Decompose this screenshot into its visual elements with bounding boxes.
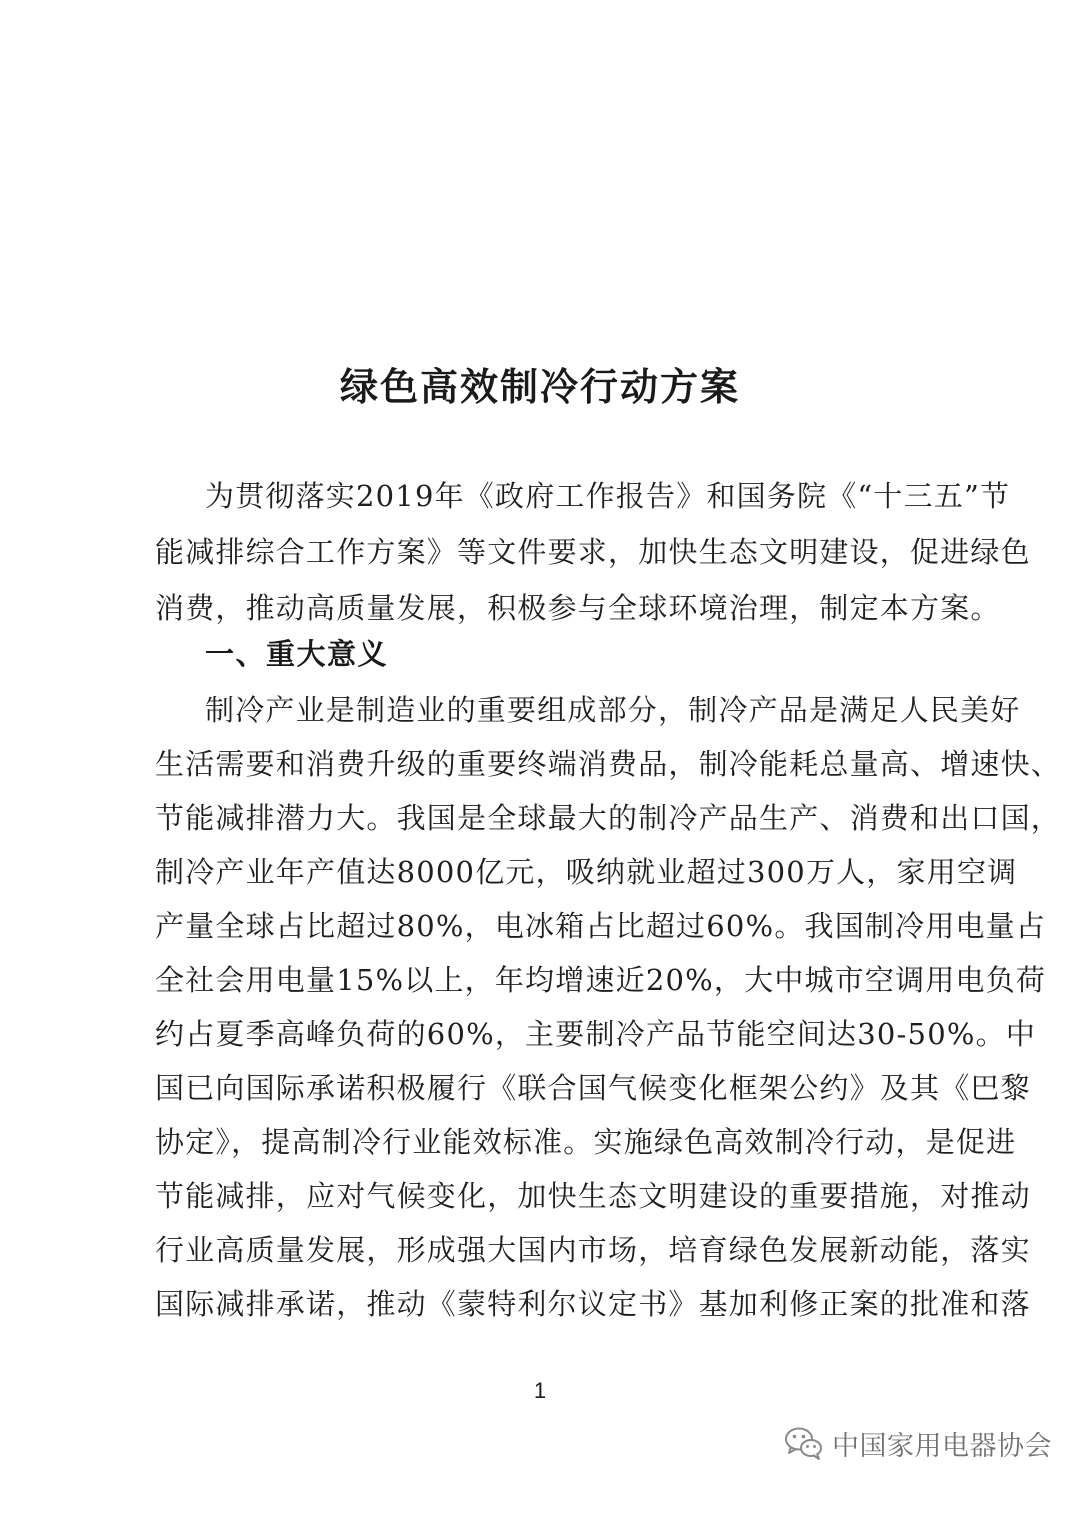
paragraph-line: 制冷产业是制造业的重要组成部分，制冷产品是满足人民美好: [205, 693, 1021, 727]
wechat-watermark: [784, 1418, 1052, 1468]
paragraph-line: 生活需要和消费升级的重要终端消费品，制冷能耗总量高、增速快、: [155, 747, 1062, 781]
paragraph-line: 节能减排潜力大。我国是全球最大的制冷产品生产、消费和出口国，: [155, 801, 1062, 835]
page-number: 1: [533, 1378, 547, 1403]
paragraph-line: 能减排综合工作方案》等文件要求，加快生态文明建设，促进绿色: [155, 535, 1031, 569]
paragraph-line: 协定》，提高制冷行业能效标准。实施绿色高效制冷行动，是促进: [155, 1125, 1017, 1159]
paragraph-line: 全社会用电量15%以上，年均增速近20%，大中城市空调用电负荷: [155, 963, 1047, 997]
paragraph-line: 为贯彻落实2019年《政府工作报告》和国务院《“十三五”节: [205, 479, 1011, 513]
paragraph-line: 制冷产业年产值达8000亿元，吸纳就业超过300万人，家用空调: [155, 855, 1018, 889]
paragraph-line: 约占夏季高峰负荷的60%，主要制冷产品节能空间达30-50%。中: [155, 1017, 1037, 1051]
wechat-icon: [784, 1425, 824, 1461]
paragraph-line: 国已向国际承诺积极履行《联合国气候变化框架公约》及其《巴黎: [155, 1071, 1031, 1105]
paragraph-line: 行业高质量发展，形成强大国内市场，培育绿色发展新动能，落实: [155, 1233, 1031, 1267]
document-title: 绿色高效制冷行动方案: [339, 364, 740, 409]
paragraph-line: 国际减排承诺，推动《蒙特利尔议定书》基加利修正案的批准和落: [155, 1287, 1031, 1321]
paragraph-line: 消费，推动高质量发展，积极参与全球环境治理，制定本方案。: [155, 591, 1001, 625]
section-heading: 一、重大意义: [205, 637, 389, 671]
watermark-text: 中国家用电器协会: [832, 1430, 1052, 1462]
paragraph-line: 产量全球占比超过80%，电冰箱占比超过60%。我国制冷用电量占: [155, 909, 1047, 943]
paragraph-line: 节能减排，应对气候变化，加快生态文明建设的重要措施，对推动: [155, 1179, 1031, 1213]
